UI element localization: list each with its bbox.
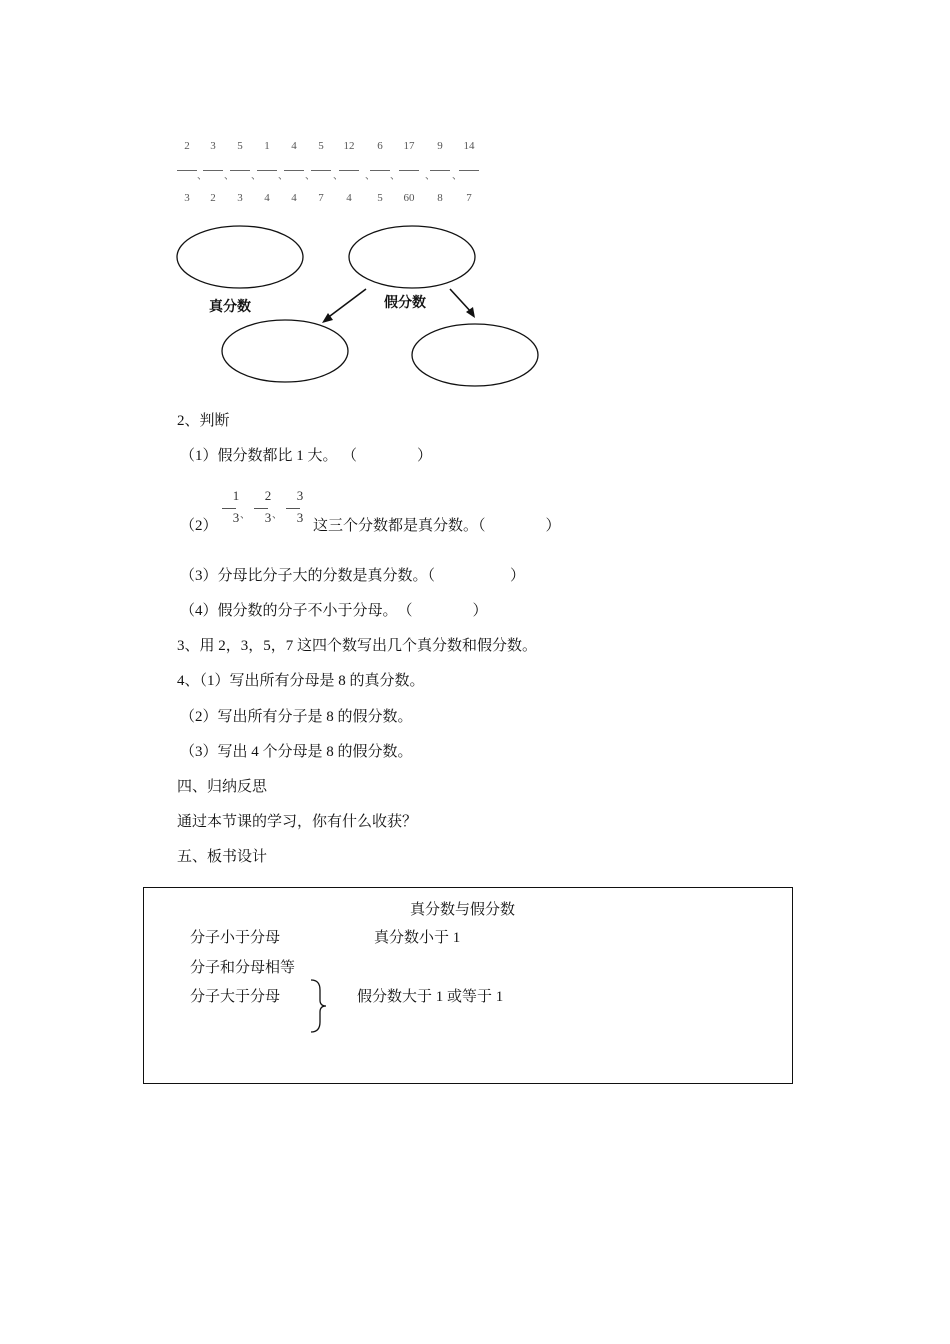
exercise-4-item-1: 4、（1）写出所有分母是 8 的真分数。: [177, 673, 425, 689]
ellipse-proper: [177, 226, 303, 288]
separator: 、: [278, 171, 288, 182]
item-text: （1）假分数都比 1 大。: [180, 448, 338, 464]
separator: 、: [305, 171, 315, 182]
right-brace-icon: [308, 978, 332, 1034]
answer-blank[interactable]: （ ）: [349, 448, 433, 464]
board-design-box: [143, 887, 793, 1084]
board-row2-left: 分子和分母相等: [190, 960, 296, 976]
separator: 、: [224, 171, 234, 182]
judgment-item-1: [180, 446, 432, 466]
judgment-item-2-text: 这三个分数都是真分数。（ ）: [313, 518, 561, 534]
board-title: 真分数与假分数: [410, 902, 516, 918]
judgment-item-3: （3）分母比分子大的分数是真分数。（ ）: [180, 568, 526, 584]
judgment-item-2-label: （2）: [180, 518, 218, 534]
exercise-3: 3、用 2，3，5，7 这四个数写出几个真分数和假分数。: [177, 638, 538, 654]
separator: 、: [390, 171, 400, 182]
exercise-4-item-2: （2）写出所有分子是 8 的假分数。: [180, 709, 413, 725]
ellipse-improper: [349, 226, 475, 288]
board-row3-left: 分子大于分母: [190, 989, 281, 1005]
section-5-heading: 五、板书设计: [177, 849, 268, 865]
label-proper-fraction: 真分数: [209, 299, 251, 315]
ellipse-sub-left: [222, 320, 348, 382]
separator: 、: [197, 171, 207, 182]
board-row1-right: 真分数小于 1: [374, 930, 461, 946]
ellipse-sub-right: [412, 324, 538, 386]
exercise-2-heading: 2、判断: [177, 413, 230, 429]
arrow-right-icon: [450, 289, 475, 318]
separator: 、: [452, 171, 462, 182]
separator: 、: [272, 510, 282, 521]
judgment-item-4: （4）假分数的分子不小于分母。 （ ）: [180, 603, 488, 619]
fraction-list: 2 3 、 3 2 、 5 3 、 1 4 、 4 4 、 5 7 、 12 4 、 6 5 、 17 60 、 9 8 、 14 7: [175, 140, 485, 210]
label-improper-fraction: 假分数: [384, 295, 426, 311]
separator: 、: [251, 171, 261, 182]
reflection-question: 通过本节课的学习，你有什么收获？: [177, 814, 418, 830]
section-4-heading: 四、归纳反思: [177, 779, 268, 795]
exercise-4-item-3: （3）写出 4 个分母是 8 的假分数。: [180, 744, 413, 760]
separator: 、: [333, 171, 343, 182]
separator: 、: [240, 510, 250, 521]
arrow-left-icon: [322, 289, 366, 323]
board-row1-left: 分子小于分母: [190, 930, 281, 946]
board-row3-right: 假分数大于 1 或等于 1: [357, 989, 504, 1005]
separator: 、: [425, 171, 435, 182]
separator: 、: [365, 171, 375, 182]
